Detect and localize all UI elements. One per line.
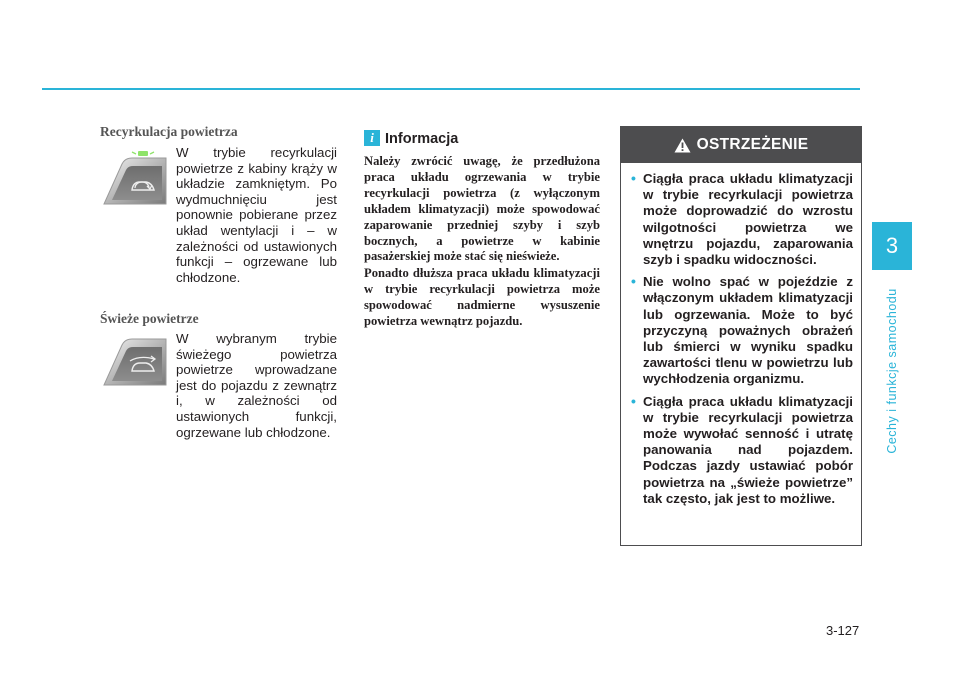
page-number: 3-127	[826, 623, 860, 638]
warning-triangle-icon	[674, 138, 691, 153]
fresh-air-button-icon	[100, 327, 170, 389]
info-paragraph: Należy zwrócić uwagę, że przedłużona praca układu ogrzewania w trybie recyrkulacji powietrza (z wyłączonym układem klimatyzacji) może spowodować zaparowanie przedniej szyby i szyb bocznych, a powietrze w kabinie pasażerskiej może stać się nieświeże.	[364, 154, 600, 264]
info-heading: Informacja	[385, 131, 459, 147]
list-item	[621, 394, 861, 507]
recirculation-text: W trybie recyrkulacji powietrze z kabiny krąży w układzie zamkniętym. Po wydmuchnięciu jest ponownie pobierane przez układ wentylacji i – w zależności od ustawionych funkcji – ogrzewane lub chłodzone.	[176, 145, 337, 285]
bullet-icon: •	[631, 392, 636, 409]
recirculation-title: Recyrkulacja powietrza	[100, 124, 238, 139]
fresh-air-title: Świeże powietrze	[100, 311, 199, 326]
list-item	[621, 171, 861, 268]
top-rule	[42, 88, 860, 90]
warning-list	[621, 171, 861, 513]
warning-item-text: Ciągła praca układu klimatyzacji w trybie recyrkulacji powietrza może doprowadzić do wzrostu wilgotności powietrza we wnętrzu pojazdu, zaparowania szyb i spadku widoczności.	[643, 171, 853, 268]
chapter-label: Cechy i funkcje samochodu	[885, 288, 899, 454]
bullet-icon: •	[631, 273, 636, 290]
info-icon: i	[364, 130, 380, 146]
warning-header	[621, 127, 861, 163]
warning-item-text: Nie wolno spać w pojeździe z włączonym układem klimatyzacji lub ogrzewania. Może to być przyczyną poważnych obrażeń lub śmierci w wyniku spadku zawartości tlenu w powietrzu lub wychłodzenia organizmu.	[643, 274, 853, 387]
warning-box	[620, 126, 862, 546]
info-paragraph: Ponadto dłuższa praca układu klimatyzacji w trybie recyrkulacji powietrza może spowodować nadmierne wysuszenie powietrza wewnątrz pojazdu.	[364, 266, 600, 328]
warning-item-text: Ciągła praca układu klimatyzacji w trybie recyrkulacji powietrza może wywołać senność i utratę panowania nad pojazdem. Podczas jazdy ustawiać pobór powietrza na „świeże powietrze” tak często, jak jest to możliwe.	[643, 393, 853, 506]
warning-title: OSTRZEŻENIE	[696, 136, 809, 153]
fresh-air-text: W wybranym trybie świeżego powietrza powietrze wprowadzane jest do pojazdu z zewnątrz i, w zależności od ustawionych funkcji, ogrzewane lub chłodzone.	[176, 331, 337, 440]
bullet-icon: •	[631, 170, 636, 186]
chapter-tab: 3	[872, 222, 912, 270]
recirculation-button-icon	[100, 146, 170, 208]
list-item	[621, 274, 861, 387]
